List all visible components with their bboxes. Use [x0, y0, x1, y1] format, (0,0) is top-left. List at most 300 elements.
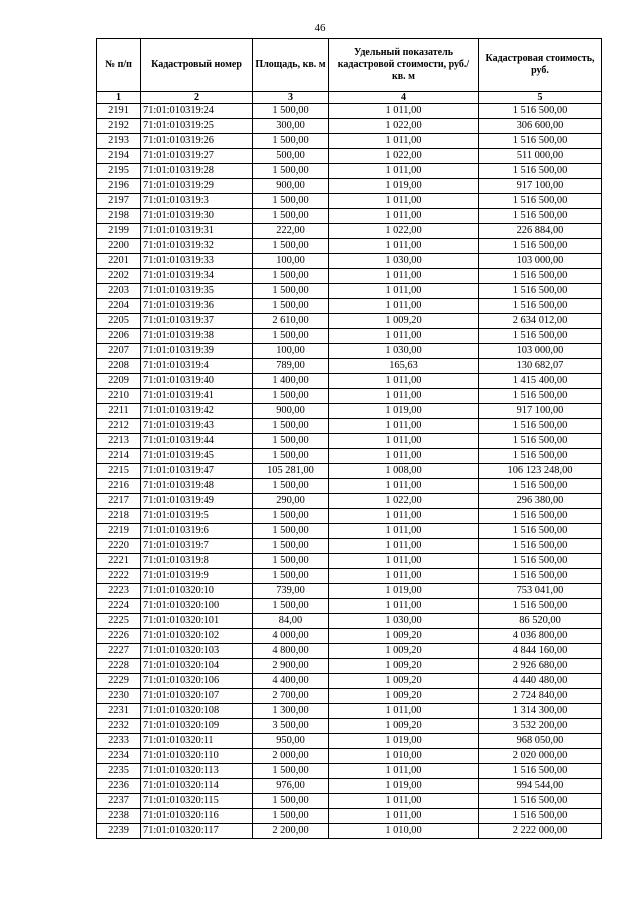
area-cell: 100,00	[253, 254, 329, 269]
row-number-cell: 2210	[97, 389, 141, 404]
row-number-cell: 2212	[97, 419, 141, 434]
unit-value-cell: 1 030,00	[329, 344, 479, 359]
cadastral-number-cell: 71:01:010320:108	[141, 704, 253, 719]
table-row	[97, 674, 602, 689]
table-row	[97, 509, 602, 524]
area-cell: 1 500,00	[253, 164, 329, 179]
cadastral-number-cell: 71:01:010319:7	[141, 539, 253, 554]
cadastral-value-cell: 1 516 500,00	[479, 194, 602, 209]
cadastral-value-cell: 1 516 500,00	[479, 209, 602, 224]
cadastral-value-cell: 226 884,00	[479, 224, 602, 239]
cadastral-number-cell: 71:01:010319:33	[141, 254, 253, 269]
cadastral-value-cell: 1 516 500,00	[479, 299, 602, 314]
cadastral-number-cell: 71:01:010319:48	[141, 479, 253, 494]
table-row	[97, 164, 602, 179]
cadastral-value-cell: 2 222 000,00	[479, 824, 602, 839]
cadastral-number-cell: 71:01:010319:41	[141, 389, 253, 404]
header-cadastral-number: Кадастровый номер	[141, 39, 253, 92]
unit-value-cell: 1 011,00	[329, 449, 479, 464]
area-cell: 4 000,00	[253, 629, 329, 644]
row-number-cell: 2234	[97, 749, 141, 764]
area-cell: 290,00	[253, 494, 329, 509]
unit-value-cell: 1 011,00	[329, 134, 479, 149]
area-cell: 1 500,00	[253, 104, 329, 119]
column-index: 5	[479, 92, 602, 104]
unit-value-cell: 1 009,20	[329, 644, 479, 659]
table-header-row	[97, 39, 602, 92]
cadastral-value-cell: 1 516 500,00	[479, 419, 602, 434]
table-row	[97, 419, 602, 434]
area-cell: 2 700,00	[253, 689, 329, 704]
unit-value-cell: 165,63	[329, 359, 479, 374]
cadastral-number-cell: 71:01:010319:8	[141, 554, 253, 569]
table-row	[97, 749, 602, 764]
unit-value-cell: 1 011,00	[329, 599, 479, 614]
unit-value-cell: 1 011,00	[329, 164, 479, 179]
cadastral-value-cell: 4 036 800,00	[479, 629, 602, 644]
unit-value-cell: 1 019,00	[329, 734, 479, 749]
row-number-cell: 2229	[97, 674, 141, 689]
row-number-cell: 2195	[97, 164, 141, 179]
cadastral-value-cell: 1 516 500,00	[479, 434, 602, 449]
cadastral-number-cell: 71:01:010320:107	[141, 689, 253, 704]
cadastral-number-cell: 71:01:010319:30	[141, 209, 253, 224]
cadastral-number-cell: 71:01:010319:49	[141, 494, 253, 509]
table-row	[97, 659, 602, 674]
table-row	[97, 704, 602, 719]
table-row	[97, 614, 602, 629]
row-number-cell: 2224	[97, 599, 141, 614]
cadastral-value-cell: 106 123 248,00	[479, 464, 602, 479]
cadastral-value-cell: 1 516 500,00	[479, 284, 602, 299]
cadastral-value-cell: 2 724 840,00	[479, 689, 602, 704]
table-row	[97, 719, 602, 734]
cadastral-number-cell: 71:01:010320:11	[141, 734, 253, 749]
table-row	[97, 299, 602, 314]
area-cell: 1 500,00	[253, 299, 329, 314]
row-number-cell: 2220	[97, 539, 141, 554]
unit-value-cell: 1 010,00	[329, 824, 479, 839]
cadastral-number-cell: 71:01:010320:113	[141, 764, 253, 779]
table-row	[97, 824, 602, 839]
row-number-cell: 2199	[97, 224, 141, 239]
cadastral-value-cell: 1 516 500,00	[479, 524, 602, 539]
unit-value-cell: 1 011,00	[329, 104, 479, 119]
area-cell: 1 500,00	[253, 809, 329, 824]
unit-value-cell: 1 019,00	[329, 404, 479, 419]
table-row	[97, 434, 602, 449]
cadastral-number-cell: 71:01:010319:3	[141, 194, 253, 209]
table-row	[97, 194, 602, 209]
area-cell: 1 500,00	[253, 194, 329, 209]
unit-value-cell: 1 011,00	[329, 554, 479, 569]
cadastral-value-cell: 511 000,00	[479, 149, 602, 164]
cadastral-value-cell: 306 600,00	[479, 119, 602, 134]
unit-value-cell: 1 009,20	[329, 629, 479, 644]
cadastral-value-cell: 1 516 500,00	[479, 794, 602, 809]
cadastral-number-cell: 71:01:010319:31	[141, 224, 253, 239]
row-number-cell: 2192	[97, 119, 141, 134]
cadastral-number-cell: 71:01:010319:44	[141, 434, 253, 449]
cadastral-number-cell: 71:01:010319:25	[141, 119, 253, 134]
area-cell: 4 400,00	[253, 674, 329, 689]
area-cell: 1 500,00	[253, 509, 329, 524]
column-index: 4	[329, 92, 479, 104]
area-cell: 2 900,00	[253, 659, 329, 674]
table-row	[97, 494, 602, 509]
unit-value-cell: 1 011,00	[329, 809, 479, 824]
row-number-cell: 2232	[97, 719, 141, 734]
cadastral-value-cell: 1 516 500,00	[479, 764, 602, 779]
cadastral-number-cell: 71:01:010319:39	[141, 344, 253, 359]
cadastral-value-cell: 753 041,00	[479, 584, 602, 599]
unit-value-cell: 1 011,00	[329, 374, 479, 389]
row-number-cell: 2230	[97, 689, 141, 704]
unit-value-cell: 1 011,00	[329, 704, 479, 719]
row-number-cell: 2201	[97, 254, 141, 269]
cadastral-value-cell: 1 516 500,00	[479, 389, 602, 404]
area-cell: 900,00	[253, 179, 329, 194]
cadastral-number-cell: 71:01:010319:36	[141, 299, 253, 314]
page-number: 46	[314, 22, 326, 34]
area-cell: 105 281,00	[253, 464, 329, 479]
cadastral-value-cell: 1 516 500,00	[479, 134, 602, 149]
cadastral-value-cell: 86 520,00	[479, 614, 602, 629]
header-cadastral-value: Кадастровая стоимость, руб.	[479, 39, 602, 92]
cadastral-number-cell: 71:01:010319:32	[141, 239, 253, 254]
area-cell: 900,00	[253, 404, 329, 419]
area-cell: 1 500,00	[253, 539, 329, 554]
unit-value-cell: 1 011,00	[329, 509, 479, 524]
row-number-cell: 2221	[97, 554, 141, 569]
cadastral-number-cell: 71:01:010319:27	[141, 149, 253, 164]
column-index: 3	[253, 92, 329, 104]
row-number-cell: 2211	[97, 404, 141, 419]
row-number-cell: 2228	[97, 659, 141, 674]
unit-value-cell: 1 011,00	[329, 194, 479, 209]
unit-value-cell: 1 009,20	[329, 689, 479, 704]
table-row	[97, 149, 602, 164]
area-cell: 1 300,00	[253, 704, 329, 719]
area-cell: 500,00	[253, 149, 329, 164]
row-number-cell: 2235	[97, 764, 141, 779]
row-number-cell: 2225	[97, 614, 141, 629]
row-number-cell: 2203	[97, 284, 141, 299]
row-number-cell: 2191	[97, 104, 141, 119]
area-cell: 3 500,00	[253, 719, 329, 734]
unit-value-cell: 1 011,00	[329, 269, 479, 284]
area-cell: 1 500,00	[253, 209, 329, 224]
area-cell: 1 500,00	[253, 269, 329, 284]
cadastral-number-cell: 71:01:010319:29	[141, 179, 253, 194]
row-number-cell: 2204	[97, 299, 141, 314]
area-cell: 1 500,00	[253, 764, 329, 779]
cadastral-value-cell: 1 516 500,00	[479, 509, 602, 524]
cadastral-value-cell: 1 516 500,00	[479, 809, 602, 824]
row-number-cell: 2205	[97, 314, 141, 329]
table-row	[97, 119, 602, 134]
table-row	[97, 284, 602, 299]
area-cell: 1 500,00	[253, 434, 329, 449]
cadastral-number-cell: 71:01:010320:102	[141, 629, 253, 644]
cadastral-value-cell: 1 516 500,00	[479, 599, 602, 614]
cadastral-value-cell: 296 380,00	[479, 494, 602, 509]
row-number-cell: 2219	[97, 524, 141, 539]
unit-value-cell: 1 030,00	[329, 614, 479, 629]
cadastral-number-cell: 71:01:010319:43	[141, 419, 253, 434]
area-cell: 100,00	[253, 344, 329, 359]
row-number-cell: 2237	[97, 794, 141, 809]
unit-value-cell: 1 019,00	[329, 584, 479, 599]
table-row	[97, 599, 602, 614]
unit-value-cell: 1 011,00	[329, 794, 479, 809]
area-cell: 1 500,00	[253, 134, 329, 149]
cadastral-number-cell: 71:01:010319:24	[141, 104, 253, 119]
row-number-cell: 2227	[97, 644, 141, 659]
row-number-cell: 2213	[97, 434, 141, 449]
unit-value-cell: 1 019,00	[329, 779, 479, 794]
unit-value-cell: 1 011,00	[329, 764, 479, 779]
table-row	[97, 449, 602, 464]
table-row	[97, 269, 602, 284]
table-row	[97, 224, 602, 239]
row-number-cell: 2193	[97, 134, 141, 149]
unit-value-cell: 1 010,00	[329, 749, 479, 764]
row-number-cell: 2202	[97, 269, 141, 284]
table-row	[97, 134, 602, 149]
unit-value-cell: 1 022,00	[329, 494, 479, 509]
table-column-index-row	[97, 92, 602, 104]
cadastral-value-cell: 1 314 300,00	[479, 704, 602, 719]
table-row	[97, 464, 602, 479]
unit-value-cell: 1 011,00	[329, 299, 479, 314]
table-row	[97, 584, 602, 599]
area-cell: 950,00	[253, 734, 329, 749]
table-row	[97, 374, 602, 389]
cadastral-number-cell: 71:01:010320:109	[141, 719, 253, 734]
unit-value-cell: 1 011,00	[329, 284, 479, 299]
table-row	[97, 359, 602, 374]
row-number-cell: 2222	[97, 569, 141, 584]
unit-value-cell: 1 011,00	[329, 479, 479, 494]
row-number-cell: 2216	[97, 479, 141, 494]
cadastral-number-cell: 71:01:010319:9	[141, 569, 253, 584]
row-number-cell: 2233	[97, 734, 141, 749]
cadastral-number-cell: 71:01:010319:6	[141, 524, 253, 539]
area-cell: 1 500,00	[253, 449, 329, 464]
cadastral-value-cell: 1 516 500,00	[479, 554, 602, 569]
cadastral-value-cell: 968 050,00	[479, 734, 602, 749]
table-row	[97, 809, 602, 824]
table-row	[97, 179, 602, 194]
area-cell: 2 200,00	[253, 824, 329, 839]
table-row	[97, 734, 602, 749]
cadastral-value-cell: 1 516 500,00	[479, 164, 602, 179]
row-number-cell: 2200	[97, 239, 141, 254]
row-number-cell: 2231	[97, 704, 141, 719]
area-cell: 1 500,00	[253, 239, 329, 254]
table-row	[97, 344, 602, 359]
table-row	[97, 314, 602, 329]
area-cell: 1 500,00	[253, 284, 329, 299]
unit-value-cell: 1 011,00	[329, 539, 479, 554]
table-row	[97, 479, 602, 494]
table-row	[97, 104, 602, 119]
area-cell: 300,00	[253, 119, 329, 134]
unit-value-cell: 1 011,00	[329, 209, 479, 224]
cadastral-value-cell: 1 516 500,00	[479, 569, 602, 584]
table-row	[97, 554, 602, 569]
table-row	[97, 209, 602, 224]
cadastral-value-table	[96, 38, 602, 839]
cadastral-number-cell: 71:01:010319:40	[141, 374, 253, 389]
area-cell: 1 500,00	[253, 554, 329, 569]
table-row	[97, 539, 602, 554]
unit-value-cell: 1 008,00	[329, 464, 479, 479]
row-number-cell: 2206	[97, 329, 141, 344]
cadastral-value-cell: 1 516 500,00	[479, 269, 602, 284]
row-number-cell: 2215	[97, 464, 141, 479]
row-number-cell: 2226	[97, 629, 141, 644]
cadastral-value-cell: 917 100,00	[479, 404, 602, 419]
cadastral-number-cell: 71:01:010319:37	[141, 314, 253, 329]
table-row	[97, 404, 602, 419]
cadastral-number-cell: 71:01:010320:101	[141, 614, 253, 629]
row-number-cell: 2197	[97, 194, 141, 209]
row-number-cell: 2196	[97, 179, 141, 194]
cadastral-value-cell: 1 516 500,00	[479, 449, 602, 464]
unit-value-cell: 1 011,00	[329, 239, 479, 254]
area-cell: 4 800,00	[253, 644, 329, 659]
unit-value-cell: 1 022,00	[329, 224, 479, 239]
unit-value-cell: 1 011,00	[329, 524, 479, 539]
unit-value-cell: 1 009,20	[329, 719, 479, 734]
area-cell: 1 500,00	[253, 794, 329, 809]
cadastral-value-cell: 1 516 500,00	[479, 479, 602, 494]
cadastral-value-cell: 1 516 500,00	[479, 539, 602, 554]
table-row	[97, 329, 602, 344]
unit-value-cell: 1 022,00	[329, 119, 479, 134]
area-cell: 976,00	[253, 779, 329, 794]
unit-value-cell: 1 009,20	[329, 674, 479, 689]
row-number-cell: 2194	[97, 149, 141, 164]
cadastral-number-cell: 71:01:010319:38	[141, 329, 253, 344]
cadastral-number-cell: 71:01:010320:114	[141, 779, 253, 794]
row-number-cell: 2223	[97, 584, 141, 599]
area-cell: 1 500,00	[253, 389, 329, 404]
cadastral-number-cell: 71:01:010320:100	[141, 599, 253, 614]
table-row	[97, 644, 602, 659]
unit-value-cell: 1 011,00	[329, 419, 479, 434]
cadastral-value-cell: 1 516 500,00	[479, 329, 602, 344]
cadastral-number-cell: 71:01:010319:42	[141, 404, 253, 419]
area-cell: 1 500,00	[253, 419, 329, 434]
cadastral-value-cell: 917 100,00	[479, 179, 602, 194]
row-number-cell: 2207	[97, 344, 141, 359]
unit-value-cell: 1 011,00	[329, 389, 479, 404]
row-number-cell: 2214	[97, 449, 141, 464]
cadastral-value-cell: 103 000,00	[479, 344, 602, 359]
cadastral-number-cell: 71:01:010320:115	[141, 794, 253, 809]
row-number-cell: 2218	[97, 509, 141, 524]
header-unit-value: Удельный показатель кадастровой стоимости, руб./кв. м	[329, 39, 479, 92]
unit-value-cell: 1 009,20	[329, 659, 479, 674]
cadastral-number-cell: 71:01:010319:5	[141, 509, 253, 524]
cadastral-value-cell: 994 544,00	[479, 779, 602, 794]
cadastral-number-cell: 71:01:010320:116	[141, 809, 253, 824]
row-number-cell: 2198	[97, 209, 141, 224]
cadastral-value-cell: 3 532 200,00	[479, 719, 602, 734]
header-row-number: № п/п	[97, 39, 141, 92]
area-cell: 1 500,00	[253, 599, 329, 614]
cadastral-value-cell: 2 020 000,00	[479, 749, 602, 764]
area-cell: 1 500,00	[253, 479, 329, 494]
header-area: Площадь, кв. м	[253, 39, 329, 92]
row-number-cell: 2209	[97, 374, 141, 389]
table-body	[97, 104, 602, 839]
area-cell: 2 610,00	[253, 314, 329, 329]
cadastral-number-cell: 71:01:010320:10	[141, 584, 253, 599]
cadastral-number-cell: 71:01:010319:4	[141, 359, 253, 374]
table-row	[97, 689, 602, 704]
cadastral-value-cell: 4 440 480,00	[479, 674, 602, 689]
row-number-cell: 2236	[97, 779, 141, 794]
unit-value-cell: 1 009,20	[329, 314, 479, 329]
cadastral-number-cell: 71:01:010320:110	[141, 749, 253, 764]
table-row	[97, 764, 602, 779]
area-cell: 1 400,00	[253, 374, 329, 389]
table-row	[97, 239, 602, 254]
cadastral-number-cell: 71:01:010320:117	[141, 824, 253, 839]
cadastral-value-cell: 1 415 400,00	[479, 374, 602, 389]
cadastral-number-cell: 71:01:010320:103	[141, 644, 253, 659]
area-cell: 789,00	[253, 359, 329, 374]
row-number-cell: 2217	[97, 494, 141, 509]
cadastral-value-cell: 2 926 680,00	[479, 659, 602, 674]
table-row	[97, 794, 602, 809]
area-cell: 1 500,00	[253, 329, 329, 344]
cadastral-value-cell: 4 844 160,00	[479, 644, 602, 659]
unit-value-cell: 1 011,00	[329, 329, 479, 344]
area-cell: 2 000,00	[253, 749, 329, 764]
area-cell: 739,00	[253, 584, 329, 599]
cadastral-number-cell: 71:01:010319:35	[141, 284, 253, 299]
cadastral-number-cell: 71:01:010320:104	[141, 659, 253, 674]
cadastral-value-cell: 1 516 500,00	[479, 239, 602, 254]
cadastral-number-cell: 71:01:010319:45	[141, 449, 253, 464]
cadastral-value-cell: 2 634 012,00	[479, 314, 602, 329]
table-row	[97, 524, 602, 539]
cadastral-number-cell: 71:01:010319:34	[141, 269, 253, 284]
column-index: 1	[97, 92, 141, 104]
cadastral-number-cell: 71:01:010319:47	[141, 464, 253, 479]
cadastral-number-cell: 71:01:010319:26	[141, 134, 253, 149]
unit-value-cell: 1 011,00	[329, 569, 479, 584]
table-row	[97, 569, 602, 584]
area-cell: 1 500,00	[253, 524, 329, 539]
area-cell: 1 500,00	[253, 569, 329, 584]
unit-value-cell: 1 011,00	[329, 434, 479, 449]
table-row	[97, 254, 602, 269]
column-index: 2	[141, 92, 253, 104]
area-cell: 222,00	[253, 224, 329, 239]
cadastral-number-cell: 71:01:010319:28	[141, 164, 253, 179]
cadastral-value-cell: 1 516 500,00	[479, 104, 602, 119]
table-row	[97, 389, 602, 404]
cadastral-number-cell: 71:01:010320:106	[141, 674, 253, 689]
row-number-cell: 2238	[97, 809, 141, 824]
unit-value-cell: 1 022,00	[329, 149, 479, 164]
